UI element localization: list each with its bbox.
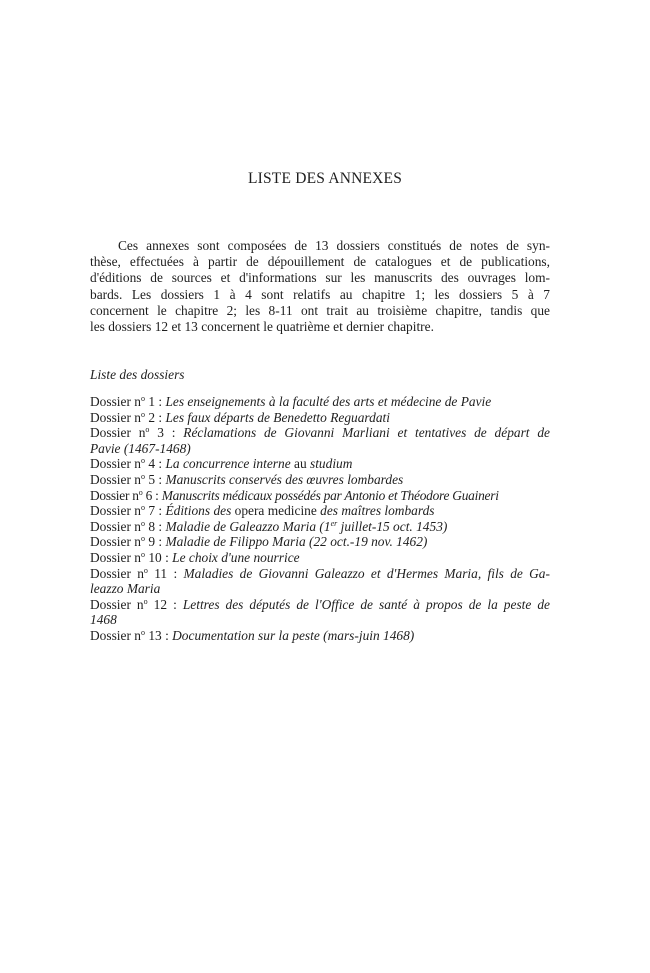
dossier-title: Maladie de Filippo Maria (22 oct.-19 nov. 1462): [165, 534, 428, 550]
dossier-label: Dossier $n^o$ 12 :: [90, 596, 183, 612]
dossier-item-9: [90, 534, 550, 550]
dossier-title: Manuscrits conservés des œuvres lombardes: [165, 471, 404, 487]
dossier-item-11: [90, 566, 550, 597]
dossier-title: Maladie de Galeazzo Maria (1er juillet-15 oct. 1453): [165, 518, 448, 534]
dossier-label: Dossier $n^o$ 8 :: [90, 518, 166, 534]
dossier-item-6: [90, 488, 550, 504]
dossier-item-8: [90, 519, 550, 535]
dossier-label: Dossier $n^o$ 5 :: [90, 471, 166, 487]
dossier-label: Dossier $n^o$ 6 :: [90, 487, 162, 503]
intro-line: les dossiers 12 et 13 concernent le quatrième et dernier chapitre.: [90, 319, 434, 335]
dossier-title: Manuscrits médicaux possédés par Antonio et Théodore Guaineri: [161, 487, 499, 503]
dossier-title-continued: 1468: [90, 612, 117, 628]
dossier-title-continued: Pavie (1467-1468): [90, 440, 191, 456]
intro-line: thèse, effectuées à partir de dépouillement de catalogues et de publications,: [90, 254, 550, 270]
dossier-label: Dossier $n^o$ 13 :: [90, 627, 173, 643]
dossier-title-roman: au: [290, 456, 310, 472]
intro-line: bards. Les dossiers 1 à 4 sont relatifs au chapitre 1; les dossiers 5 à 7: [90, 286, 550, 302]
dossier-title: Maladies de Giovanni Galeazzo et d'Hermes Maria, fils de Ga-: [183, 565, 550, 581]
dossier-item-4: [90, 456, 550, 472]
dossier-item-2: [90, 410, 550, 426]
dossier-label: Dossier $n^o$ 2 :: [90, 409, 166, 425]
dossier-item-10: [90, 550, 550, 566]
dossier-title: studium: [310, 456, 353, 472]
dossier-title: Les enseignements à la faculté des arts et médecine de Pavie: [165, 394, 492, 409]
dossier-item-12: [90, 597, 550, 628]
dossier-title: Réclamations de Giovanni Marliani et tentatives de départ de: [183, 425, 550, 441]
dossier-title: Documentation sur la peste (mars-juin 1468): [172, 627, 415, 643]
dossier-title: La concurrence interne: [165, 456, 291, 472]
dossier-item-13: [90, 628, 550, 644]
dossier-label: Dossier $n^o$ 3 :: [90, 425, 184, 441]
list-heading: Liste des dossiers: [90, 367, 185, 382]
dossier-label: Dossier $n^o$ 4 :: [90, 456, 166, 472]
dossier-label: Dossier $n^o$ 9 :: [90, 534, 166, 550]
intro-line: concernent le chapitre 2; les 8-11 ont trait au troisième chapitre, tandis que: [90, 302, 550, 318]
intro-paragraph: [90, 238, 550, 335]
dossier-item-3: [90, 425, 550, 456]
dossier-label: Dossier $n^o$ 10 :: [90, 549, 173, 565]
dossier-label: Dossier $n^o$ 11 :: [90, 565, 184, 581]
dossier-title: des maîtres lombards: [316, 503, 435, 519]
dossier-label: Dossier $n^o$ 7 :: [90, 503, 166, 519]
dossier-title: Le choix d'une nourrice: [172, 549, 300, 565]
dossier-item-1: [90, 394, 550, 410]
dossier-list: [90, 394, 550, 644]
dossier-title-continued: leazzo Maria: [90, 581, 161, 597]
intro-line: d'éditions de sources et d'informations sur les manuscrits des ouvrages lom-: [90, 270, 550, 286]
dossier-label: Dossier $n^o$ 1 :: [90, 394, 166, 409]
dossier-item-7: [90, 503, 550, 519]
dossier-title: Les faux départs de Benedetto Reguardati: [165, 409, 390, 425]
intro-line: Ces annexes sont composées de 13 dossiers constitués de notes de syn-: [118, 238, 550, 253]
dossier-title: Éditions des: [165, 503, 235, 519]
dossier-item-5: [90, 472, 550, 488]
dossier-title: Lettres des députés de l'Office de santé à propos de la peste de: [182, 596, 550, 612]
dossier-title-roman: opera medicine: [234, 503, 317, 519]
page-title: LISTE DES ANNEXES: [247, 170, 403, 187]
